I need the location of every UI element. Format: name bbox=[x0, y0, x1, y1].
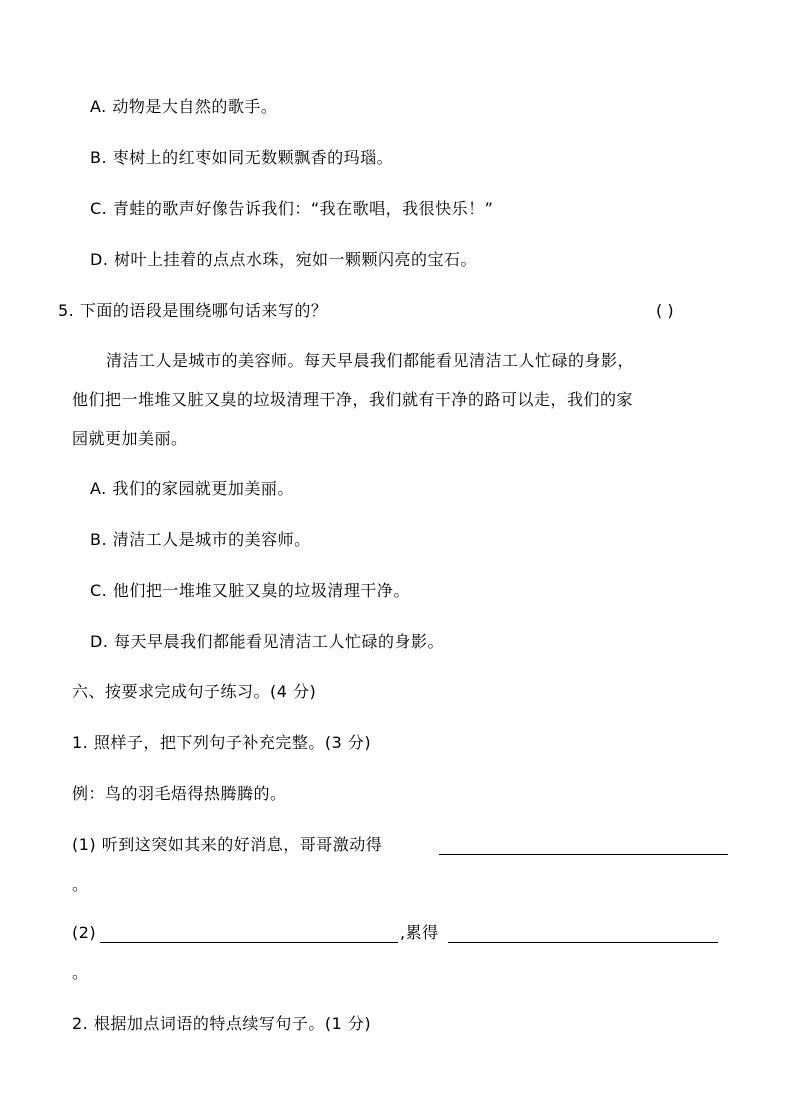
q5-option-c: C. 他们把一堆堆又脏又臭的垃圾清理干净。 bbox=[90, 581, 410, 600]
item-1-end-mark: 。 bbox=[72, 875, 89, 894]
item-2-end-mark: 。 bbox=[72, 963, 89, 982]
item-1-text: (1) 听到这突如其来的好消息，哥哥激动得 bbox=[72, 835, 383, 854]
item-2-middle: ,累得 bbox=[400, 923, 439, 942]
section-6-q1-prompt: 1. 照样子，把下列句子补充完整。(3 分) bbox=[72, 733, 372, 752]
q5-prompt: 5. 下面的语段是围绕哪句话来写的？ bbox=[58, 301, 328, 320]
q5-option-b: B. 清洁工人是城市的美容师。 bbox=[90, 530, 311, 549]
q4-option-c: C. 青蛙的歌声好像告诉我们：“我在歌唱，我很快乐！” bbox=[90, 199, 494, 218]
section-6-heading: 六、按要求完成句子练习。(4 分) bbox=[72, 682, 317, 701]
q5-passage-line-2: 他们把一堆堆又脏又臭的垃圾清理干净，我们就有干净的路可以走，我们的家 bbox=[72, 390, 634, 409]
item-2-answer-blank-2[interactable] bbox=[448, 924, 718, 943]
item-2-label: (2) bbox=[72, 923, 97, 942]
item-1-answer-blank[interactable] bbox=[439, 836, 728, 855]
section-6-q2-prompt: 2. 根据加点词语的特点续写句子。(1 分) bbox=[72, 1014, 372, 1033]
q4-option-b: B. 枣树上的红枣如同无数颗飘香的玛瑙。 bbox=[90, 148, 394, 167]
q4-option-a: A. 动物是大自然的歌手。 bbox=[90, 97, 278, 116]
q5-option-a: A. 我们的家园就更加美丽。 bbox=[90, 479, 294, 498]
q5-passage-line-3: 园就更加美丽。 bbox=[72, 429, 188, 448]
item-2-answer-blank-1[interactable] bbox=[100, 924, 398, 943]
q5-answer-bracket[interactable]: ( ) bbox=[656, 301, 674, 320]
section-6-item-1 bbox=[72, 834, 382, 856]
section-6-example: 例：鸟的羽毛焐得热腾腾的。 bbox=[72, 784, 287, 803]
q5-passage-line-1: 清洁工人是城市的美容师。每天早晨我们都能看见清洁工人忙碌的身影， bbox=[106, 351, 635, 370]
q4-option-d: D. 树叶上挂着的点点水珠，宛如一颗颗闪亮的宝石。 bbox=[90, 250, 477, 269]
q5-option-d: D. 每天早晨我们都能看见清洁工人忙碌的身影。 bbox=[90, 632, 444, 651]
